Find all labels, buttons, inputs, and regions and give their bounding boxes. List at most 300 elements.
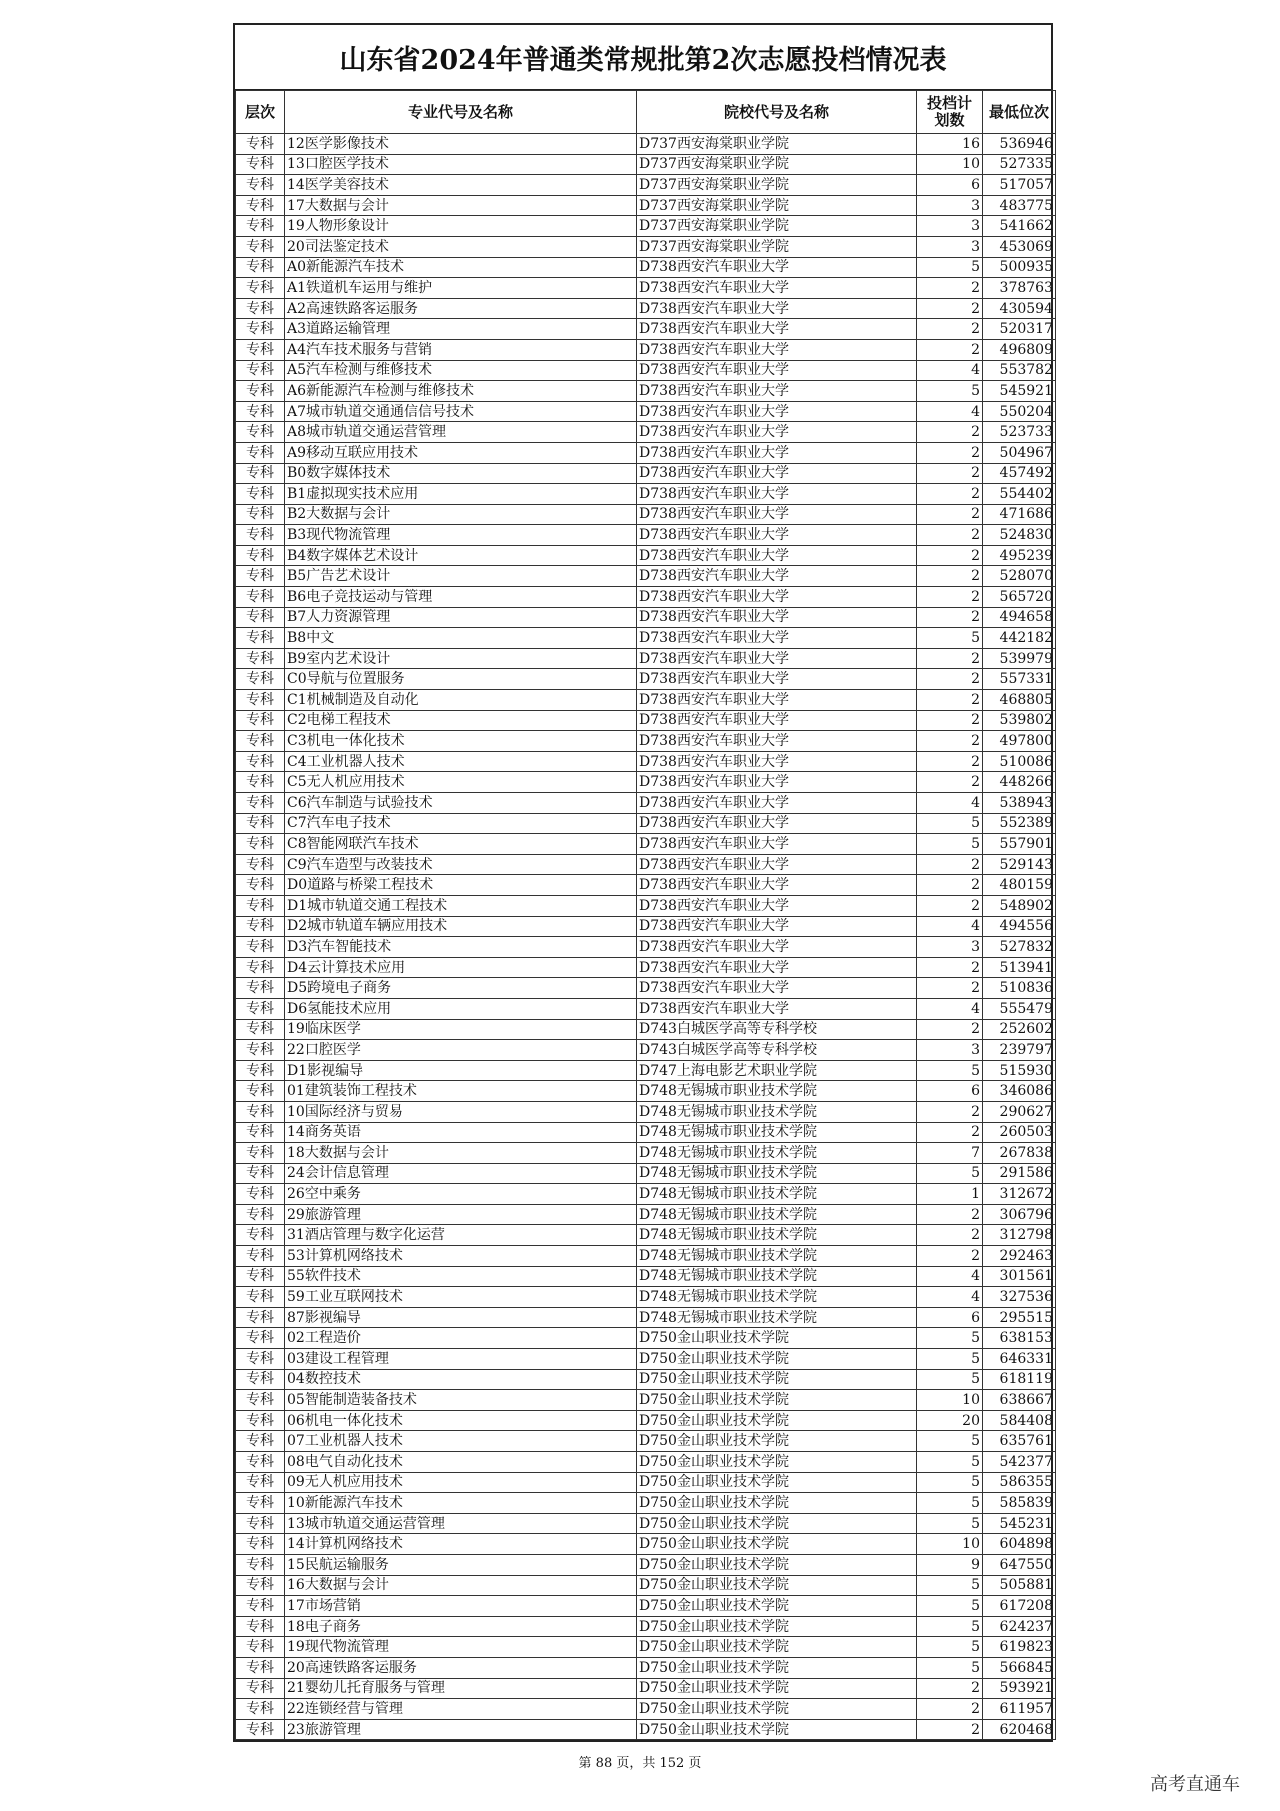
cell-plan: 3 (917, 216, 983, 237)
cell-major: 10国际经济与贸易 (285, 1101, 637, 1122)
cell-school: D738西安汽车职业大学 (637, 895, 917, 916)
cell-plan: 2 (917, 339, 983, 360)
cell-school: D738西安汽车职业大学 (637, 360, 917, 381)
cell-plan: 5 (917, 628, 983, 649)
cell-school: D737西安海棠职业学院 (637, 195, 917, 216)
cell-plan: 2 (917, 1246, 983, 1267)
cell-school: D750金山职业技术学院 (637, 1534, 917, 1555)
cell-school: D750金山职业技术学院 (637, 1554, 917, 1575)
cell-major: B3现代物流管理 (285, 525, 637, 546)
table-row (236, 710, 1056, 731)
cell-major: 06机电一体化技术 (285, 1410, 637, 1431)
cell-level: 专科 (236, 813, 285, 834)
cell-plan: 5 (917, 381, 983, 402)
cell-rank: 545921 (983, 381, 1056, 402)
cell-plan: 3 (917, 195, 983, 216)
cell-rank: 527335 (983, 154, 1056, 175)
cell-rank: 252602 (983, 1019, 1056, 1040)
cell-rank: 527832 (983, 937, 1056, 958)
cell-plan: 4 (917, 1266, 983, 1287)
table-row (236, 834, 1056, 855)
cell-level: 专科 (236, 545, 285, 566)
table-row (236, 1328, 1056, 1349)
cell-plan: 2 (917, 1678, 983, 1699)
cell-plan: 5 (917, 1575, 983, 1596)
table-row (236, 422, 1056, 443)
cell-major: A0新能源汽车技术 (285, 257, 637, 278)
cell-plan: 9 (917, 1554, 983, 1575)
cell-rank: 430594 (983, 298, 1056, 319)
cell-plan: 4 (917, 998, 983, 1019)
cell-school: D738西安汽车职业大学 (637, 978, 917, 999)
cell-level: 专科 (236, 648, 285, 669)
page-title: 山东省2024年普通类常规批第2次志愿投档情况表 (235, 25, 1051, 90)
cell-major: A8城市轨道交通运营管理 (285, 422, 637, 443)
cell-major: C0导航与位置服务 (285, 669, 637, 690)
table-row (236, 1101, 1056, 1122)
cell-rank: 306796 (983, 1204, 1056, 1225)
cell-level: 专科 (236, 690, 285, 711)
cell-level: 专科 (236, 1019, 285, 1040)
table-row (236, 978, 1056, 999)
cell-level: 专科 (236, 339, 285, 360)
table-row (236, 339, 1056, 360)
table-row (236, 319, 1056, 340)
table-row (236, 1513, 1056, 1534)
cell-level: 专科 (236, 895, 285, 916)
cell-plan: 2 (917, 1719, 983, 1740)
cell-school: D750金山职业技术学院 (637, 1678, 917, 1699)
cell-rank: 483775 (983, 195, 1056, 216)
cell-level: 专科 (236, 257, 285, 278)
cell-level: 专科 (236, 504, 285, 525)
cell-level: 专科 (236, 463, 285, 484)
cell-level: 专科 (236, 1246, 285, 1267)
cell-level: 专科 (236, 710, 285, 731)
cell-major: 18电子商务 (285, 1616, 637, 1637)
cell-school: D738西安汽车职业大学 (637, 772, 917, 793)
cell-school: D737西安海棠职业学院 (637, 175, 917, 196)
cell-major: 14医学美容技术 (285, 175, 637, 196)
cell-school: D750金山职业技术学院 (637, 1349, 917, 1370)
cell-major: 22连锁经营与管理 (285, 1699, 637, 1720)
cell-plan: 10 (917, 1390, 983, 1411)
cell-major: 03建设工程管理 (285, 1349, 637, 1370)
cell-school: D750金山职业技术学院 (637, 1719, 917, 1740)
cell-level: 专科 (236, 422, 285, 443)
cell-school: D738西安汽车职业大学 (637, 607, 917, 628)
table-row (236, 1143, 1056, 1164)
cell-major: 20高速铁路客运服务 (285, 1657, 637, 1678)
table-row (236, 1122, 1056, 1143)
cell-level: 专科 (236, 484, 285, 505)
cell-plan: 5 (917, 1637, 983, 1658)
cell-school: D748无锡城市职业技术学院 (637, 1225, 917, 1246)
cell-level: 专科 (236, 793, 285, 814)
table-row (236, 751, 1056, 772)
cell-rank: 505881 (983, 1575, 1056, 1596)
cell-level: 专科 (236, 1410, 285, 1431)
cell-school: D748无锡城市职业技术学院 (637, 1287, 917, 1308)
cell-major: 17大数据与会计 (285, 195, 637, 216)
cell-level: 专科 (236, 1493, 285, 1514)
table-row (236, 587, 1056, 608)
cell-major: 23旅游管理 (285, 1719, 637, 1740)
cell-school: D738西安汽车职业大学 (637, 525, 917, 546)
cell-school: D738西安汽车职业大学 (637, 463, 917, 484)
table-row (236, 360, 1056, 381)
cell-rank: 617208 (983, 1596, 1056, 1617)
cell-plan: 5 (917, 1616, 983, 1637)
cell-school: D738西安汽车职业大学 (637, 710, 917, 731)
cell-rank: 542377 (983, 1452, 1056, 1473)
table-row (236, 381, 1056, 402)
cell-school: D738西安汽车职业大学 (637, 793, 917, 814)
cell-school: D750金山职业技术学院 (637, 1390, 917, 1411)
cell-school: D738西安汽车职业大学 (637, 875, 917, 896)
cell-plan: 5 (917, 1060, 983, 1081)
table-row (236, 1225, 1056, 1246)
cell-level: 专科 (236, 195, 285, 216)
cell-school: D748无锡城市职业技术学院 (637, 1163, 917, 1184)
cell-major: D4云计算技术应用 (285, 957, 637, 978)
cell-level: 专科 (236, 1122, 285, 1143)
cell-level: 专科 (236, 1266, 285, 1287)
cell-plan: 5 (917, 1493, 983, 1514)
cell-plan: 5 (917, 1596, 983, 1617)
cell-school: D738西安汽车职业大学 (637, 484, 917, 505)
table-row (236, 669, 1056, 690)
cell-rank: 635761 (983, 1431, 1056, 1452)
cell-plan: 2 (917, 484, 983, 505)
table-row (236, 937, 1056, 958)
table-body (236, 134, 1056, 1740)
cell-school: D738西安汽车职业大学 (637, 381, 917, 402)
cell-rank: 620468 (983, 1719, 1056, 1740)
cell-plan: 5 (917, 1369, 983, 1390)
cell-level: 专科 (236, 1678, 285, 1699)
cell-major: C3机电一体化技术 (285, 731, 637, 752)
cell-level: 专科 (236, 360, 285, 381)
cell-major: B8中文 (285, 628, 637, 649)
table-row (236, 1678, 1056, 1699)
table-row (236, 690, 1056, 711)
cell-school: D748无锡城市职业技术学院 (637, 1122, 917, 1143)
cell-school: D738西安汽车职业大学 (637, 957, 917, 978)
cell-plan: 5 (917, 1472, 983, 1493)
table-row (236, 1246, 1056, 1267)
cell-level: 专科 (236, 1472, 285, 1493)
cell-rank: 586355 (983, 1472, 1056, 1493)
cell-rank: 557331 (983, 669, 1056, 690)
table-row (236, 1060, 1056, 1081)
cell-school: D750金山职业技术学院 (637, 1328, 917, 1349)
cell-level: 专科 (236, 525, 285, 546)
cell-level: 专科 (236, 566, 285, 587)
table-row (236, 525, 1056, 546)
table-row (236, 134, 1056, 155)
cell-plan: 6 (917, 1307, 983, 1328)
cell-school: D738西安汽车职业大学 (637, 813, 917, 834)
table-row (236, 875, 1056, 896)
cell-rank: 494658 (983, 607, 1056, 628)
table-row (236, 731, 1056, 752)
cell-plan: 2 (917, 1204, 983, 1225)
cell-level: 专科 (236, 319, 285, 340)
cell-major: C2电梯工程技术 (285, 710, 637, 731)
table-row (236, 1081, 1056, 1102)
cell-school: D738西安汽车职业大学 (637, 566, 917, 587)
cell-major: 05智能制造装备技术 (285, 1390, 637, 1411)
cell-level: 专科 (236, 1349, 285, 1370)
cell-major: 04数控技术 (285, 1369, 637, 1390)
table-row (236, 916, 1056, 937)
cell-plan: 2 (917, 690, 983, 711)
cell-major: 01建筑装饰工程技术 (285, 1081, 637, 1102)
cell-level: 专科 (236, 1225, 285, 1246)
table-row (236, 216, 1056, 237)
cell-major: 02工程造价 (285, 1328, 637, 1349)
cell-school: D738西安汽车职业大学 (637, 257, 917, 278)
cell-rank: 442182 (983, 628, 1056, 649)
cell-plan: 2 (917, 607, 983, 628)
cell-school: D750金山职业技术学院 (637, 1493, 917, 1514)
cell-school: D738西安汽车职业大学 (637, 669, 917, 690)
cell-level: 专科 (236, 236, 285, 257)
cell-school: D750金山职业技术学院 (637, 1431, 917, 1452)
cell-plan: 2 (917, 751, 983, 772)
cell-level: 专科 (236, 1204, 285, 1225)
cell-major: 07工业机器人技术 (285, 1431, 637, 1452)
cell-level: 专科 (236, 1534, 285, 1555)
cell-rank: 528070 (983, 566, 1056, 587)
cell-major: C8智能网联汽车技术 (285, 834, 637, 855)
cell-rank: 539979 (983, 648, 1056, 669)
cell-rank: 539802 (983, 710, 1056, 731)
cell-plan: 2 (917, 525, 983, 546)
cell-plan: 2 (917, 422, 983, 443)
cell-rank: 346086 (983, 1081, 1056, 1102)
cell-rank: 618119 (983, 1369, 1056, 1390)
cell-school: D738西安汽车职业大学 (637, 834, 917, 855)
cell-major: 14商务英语 (285, 1122, 637, 1143)
cell-rank: 638667 (983, 1390, 1056, 1411)
table-row (236, 1410, 1056, 1431)
cell-school: D750金山职业技术学院 (637, 1369, 917, 1390)
cell-school: D737西安海棠职业学院 (637, 216, 917, 237)
table-row (236, 607, 1056, 628)
table-row (236, 772, 1056, 793)
cell-major: A4汽车技术服务与营销 (285, 339, 637, 360)
cell-school: D750金山职业技术学院 (637, 1472, 917, 1493)
cell-level: 专科 (236, 1101, 285, 1122)
cell-rank: 520317 (983, 319, 1056, 340)
cell-school: D738西安汽车职业大学 (637, 442, 917, 463)
cell-major: C9汽车造型与改装技术 (285, 854, 637, 875)
cell-rank: 513941 (983, 957, 1056, 978)
cell-rank: 378763 (983, 278, 1056, 299)
table-row (236, 484, 1056, 505)
cell-school: D748无锡城市职业技术学院 (637, 1266, 917, 1287)
cell-major: C5无人机应用技术 (285, 772, 637, 793)
cell-plan: 2 (917, 566, 983, 587)
cell-major: A9移动互联应用技术 (285, 442, 637, 463)
cell-plan: 2 (917, 587, 983, 608)
cell-major: 10新能源汽车技术 (285, 1493, 637, 1514)
cell-school: D750金山职业技术学院 (637, 1452, 917, 1473)
cell-plan: 5 (917, 1657, 983, 1678)
cell-rank: 523733 (983, 422, 1056, 443)
cell-rank: 550204 (983, 401, 1056, 422)
cell-rank: 267838 (983, 1143, 1056, 1164)
table-row (236, 813, 1056, 834)
cell-level: 专科 (236, 1699, 285, 1720)
cell-plan: 5 (917, 257, 983, 278)
cell-major: A2高速铁路客运服务 (285, 298, 637, 319)
table-row (236, 566, 1056, 587)
cell-major: C4工业机器人技术 (285, 751, 637, 772)
cell-major: B9室内艺术设计 (285, 648, 637, 669)
cell-rank: 557901 (983, 834, 1056, 855)
cell-major: 59工业互联网技术 (285, 1287, 637, 1308)
cell-plan: 2 (917, 669, 983, 690)
cell-plan: 2 (917, 978, 983, 999)
cell-school: D738西安汽车职业大学 (637, 628, 917, 649)
cell-rank: 517057 (983, 175, 1056, 196)
cell-level: 专科 (236, 401, 285, 422)
cell-plan: 5 (917, 1328, 983, 1349)
cell-major: 19人物形象设计 (285, 216, 637, 237)
cell-level: 专科 (236, 1143, 285, 1164)
table-row (236, 195, 1056, 216)
cell-plan: 2 (917, 278, 983, 299)
table-row (236, 298, 1056, 319)
cell-rank: 555479 (983, 998, 1056, 1019)
cell-plan: 4 (917, 793, 983, 814)
cell-school: D738西安汽车职业大学 (637, 319, 917, 340)
cell-major: D2城市轨道车辆应用技术 (285, 916, 637, 937)
cell-plan: 2 (917, 1699, 983, 1720)
cell-rank: 457492 (983, 463, 1056, 484)
cell-level: 专科 (236, 1657, 285, 1678)
cell-plan: 2 (917, 298, 983, 319)
admission-table-sheet (233, 23, 1053, 1742)
cell-school: D748无锡城市职业技术学院 (637, 1184, 917, 1205)
cell-major: 08电气自动化技术 (285, 1452, 637, 1473)
cell-rank: 566845 (983, 1657, 1056, 1678)
cell-rank: 504967 (983, 442, 1056, 463)
cell-level: 专科 (236, 628, 285, 649)
cell-plan: 2 (917, 648, 983, 669)
table-row (236, 854, 1056, 875)
cell-school: D747上海电影艺术职业学院 (637, 1060, 917, 1081)
cell-plan: 20 (917, 1410, 983, 1431)
cell-level: 专科 (236, 875, 285, 896)
cell-major: A5汽车检测与维修技术 (285, 360, 637, 381)
cell-rank: 290627 (983, 1101, 1056, 1122)
cell-major: 13城市轨道交通运营管理 (285, 1513, 637, 1534)
cell-school: D750金山职业技术学院 (637, 1616, 917, 1637)
cell-level: 专科 (236, 1616, 285, 1637)
cell-major: D5跨境电子商务 (285, 978, 637, 999)
table-row (236, 1019, 1056, 1040)
cell-major: D6氢能技术应用 (285, 998, 637, 1019)
table-row (236, 463, 1056, 484)
table-row (236, 154, 1056, 175)
cell-level: 专科 (236, 1307, 285, 1328)
cell-plan: 2 (917, 1225, 983, 1246)
table-row (236, 628, 1056, 649)
cell-level: 专科 (236, 937, 285, 958)
cell-level: 专科 (236, 1554, 285, 1575)
cell-plan: 5 (917, 1431, 983, 1452)
cell-major: A3道路运输管理 (285, 319, 637, 340)
cell-level: 专科 (236, 998, 285, 1019)
cell-rank: 619823 (983, 1637, 1056, 1658)
cell-school: D738西安汽车职业大学 (637, 731, 917, 752)
cell-plan: 2 (917, 504, 983, 525)
cell-major: 31酒店管理与数字化运营 (285, 1225, 637, 1246)
cell-level: 专科 (236, 607, 285, 628)
table-header-row (236, 91, 1056, 134)
cell-major: 55软件技术 (285, 1266, 637, 1287)
cell-rank: 548902 (983, 895, 1056, 916)
cell-major: A6新能源汽车检测与维修技术 (285, 381, 637, 402)
cell-plan: 2 (917, 442, 983, 463)
cell-level: 专科 (236, 154, 285, 175)
cell-rank: 554402 (983, 484, 1056, 505)
cell-major: 21婴幼儿托育服务与管理 (285, 1678, 637, 1699)
cell-rank: 553782 (983, 360, 1056, 381)
cell-plan: 2 (917, 1101, 983, 1122)
table-row (236, 648, 1056, 669)
cell-level: 专科 (236, 978, 285, 999)
cell-plan: 4 (917, 401, 983, 422)
cell-plan: 2 (917, 1122, 983, 1143)
table-row (236, 401, 1056, 422)
cell-plan: 2 (917, 957, 983, 978)
table-row (236, 1163, 1056, 1184)
cell-major: B2大数据与会计 (285, 504, 637, 525)
cell-major: B4数字媒体艺术设计 (285, 545, 637, 566)
cell-level: 专科 (236, 1328, 285, 1349)
cell-school: D738西安汽车职业大学 (637, 401, 917, 422)
table-row (236, 1719, 1056, 1740)
cell-rank: 541662 (983, 216, 1056, 237)
cell-rank: 515930 (983, 1060, 1056, 1081)
cell-plan: 2 (917, 772, 983, 793)
cell-rank: 312672 (983, 1184, 1056, 1205)
cell-rank: 646331 (983, 1349, 1056, 1370)
cell-major: C6汽车制造与试验技术 (285, 793, 637, 814)
table-row (236, 1307, 1056, 1328)
cell-major: B0数字媒体技术 (285, 463, 637, 484)
cell-plan: 5 (917, 1349, 983, 1370)
table-row (236, 1493, 1056, 1514)
table-row (236, 1637, 1056, 1658)
cell-rank: 529143 (983, 854, 1056, 875)
table-row (236, 175, 1056, 196)
table-row (236, 236, 1056, 257)
cell-major: 16大数据与会计 (285, 1575, 637, 1596)
cell-rank: 448266 (983, 772, 1056, 793)
cell-school: D738西安汽车职业大学 (637, 854, 917, 875)
table-row (236, 1596, 1056, 1617)
table-row (236, 545, 1056, 566)
cell-rank: 536946 (983, 134, 1056, 155)
cell-school: D743白城医学高等专科学校 (637, 1019, 917, 1040)
cell-level: 专科 (236, 957, 285, 978)
